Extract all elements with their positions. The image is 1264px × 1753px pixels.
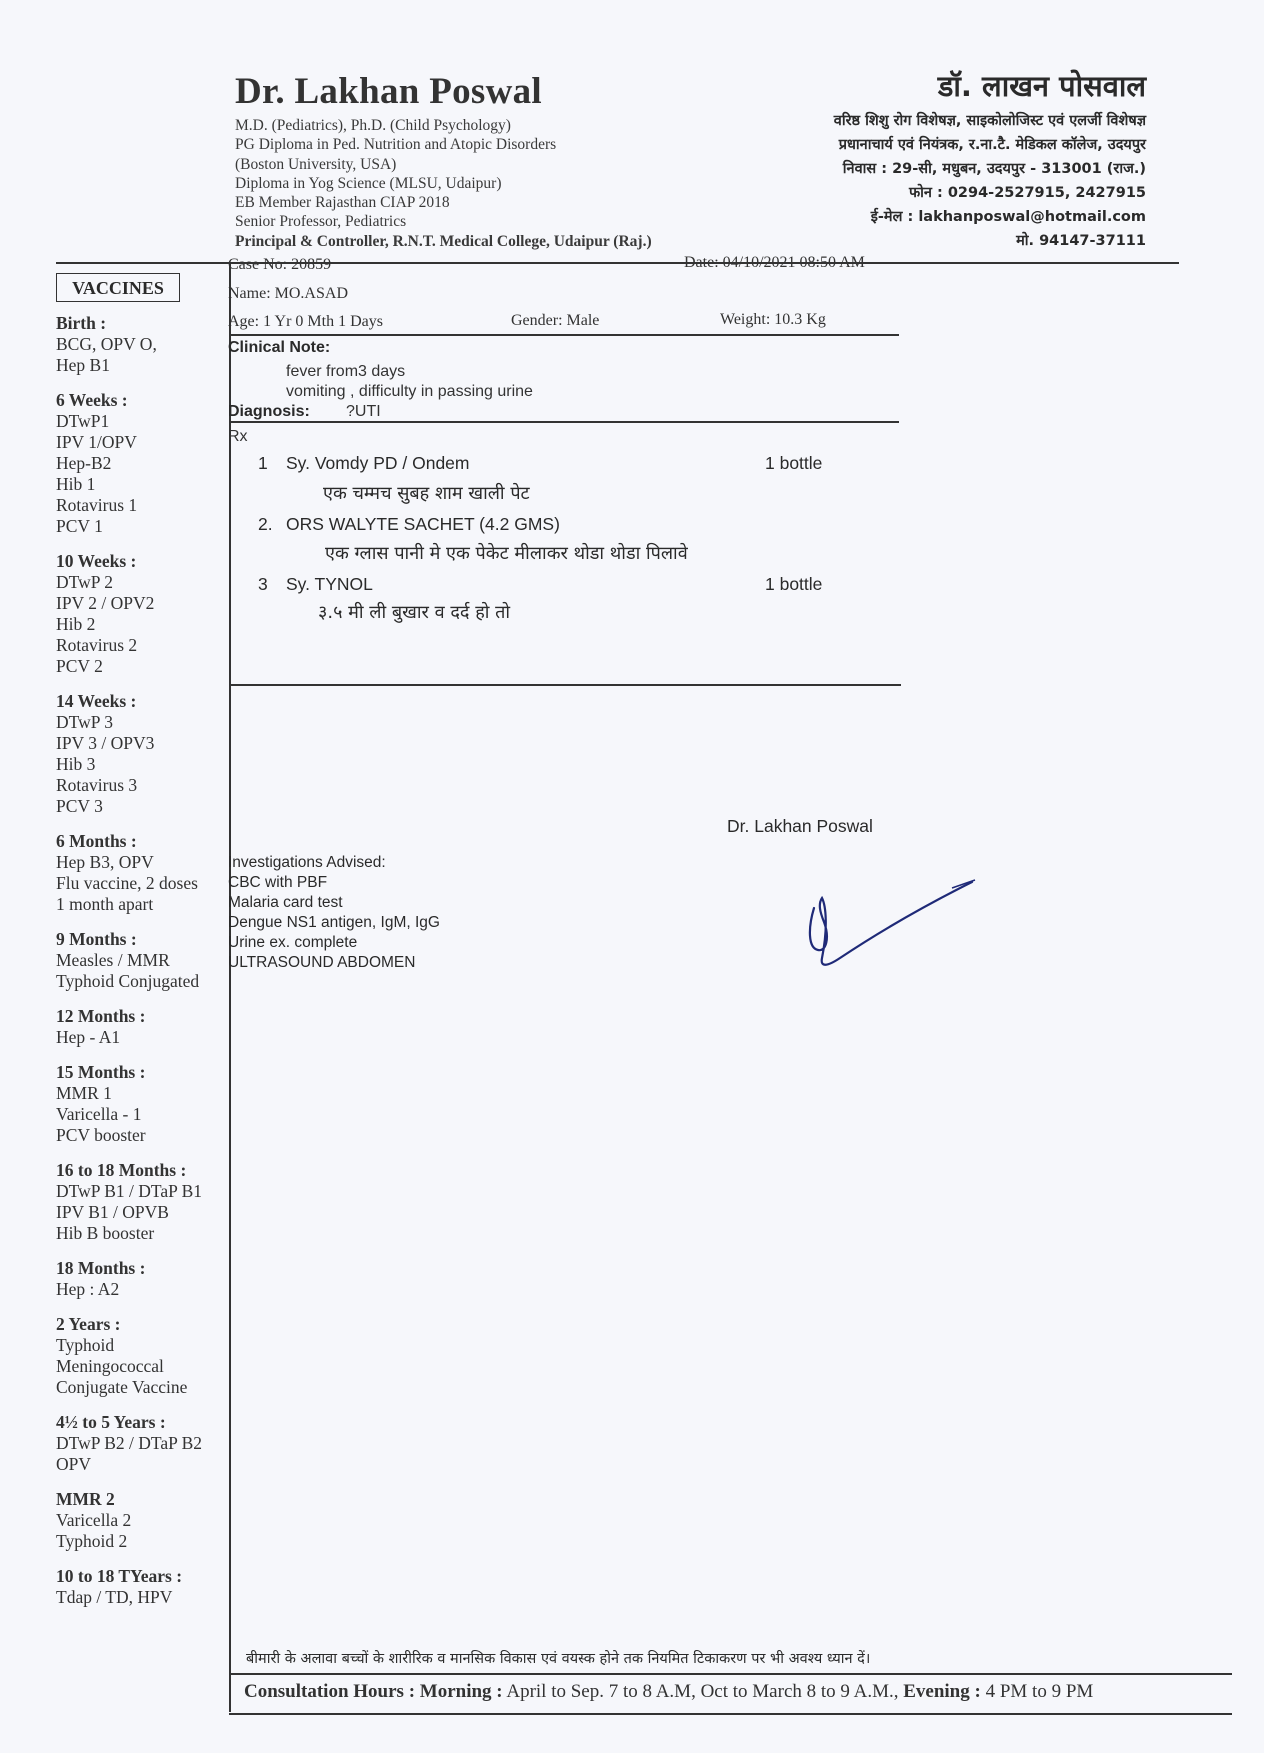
clinical-note-line: vomiting , difficulty in passing urine (286, 383, 533, 400)
clinical-note-label: Clinical Note: (228, 339, 331, 356)
qualification-line: Senior Professor, Pediatrics (235, 213, 407, 231)
rx-item-qty: 1 bottle (765, 453, 823, 473)
vaccine-item: DTwP 2 (56, 572, 113, 592)
vaccine-item: Meningococcal (56, 1356, 164, 1376)
vaccine-group-title: Birth : (56, 313, 107, 333)
vaccine-item: Hep B3, OPV (56, 852, 154, 872)
footer-note: बीमारी के अलावा बच्चों के शारीरिक व मानसिक विकास एवं वयस्क होने तक नियमित टिकाकरण पर भी अवश्य ध्यान दें। (246, 1651, 871, 1667)
vaccine-group-title: 10 Weeks : (56, 551, 137, 571)
vaccine-group (56, 929, 232, 992)
vaccine-item: Varicella 2 (56, 1510, 132, 1530)
vaccine-group (56, 390, 232, 537)
rx-item-instruction: ३.५ मी ली बुखार व दर्द हो तो (318, 602, 511, 623)
vaccine-item: IPV B1 / OPVB (56, 1202, 169, 1222)
doctor-name: Dr. Lakhan Poswal (235, 71, 543, 112)
rx-item-qty: 1 bottle (765, 574, 823, 594)
vaccine-item: Rotavirus 2 (56, 635, 138, 655)
vaccine-item: Hib 1 (56, 474, 96, 494)
footer-divider-bottom (229, 1713, 1232, 1715)
hindi-line: प्रधानाचार्य एवं नियंत्रक, र.ना.टै. मेडिकल कॉलेज, उदयपुर (838, 137, 1146, 153)
qualification-line: M.D. (Pediatrics), Ph.D. (Child Psychology) (235, 117, 511, 134)
investigation-item: Dengue NS1 antigen, IgM, IgG (228, 914, 440, 931)
rx-divider (229, 684, 901, 686)
rx-item-name: Sy. Vomdy PD / Ondem (286, 453, 470, 473)
vaccine-item: OPV (56, 1454, 92, 1474)
diagnosis-divider (229, 421, 899, 423)
diagnosis-label: Diagnosis: (228, 403, 310, 420)
signature-name: Dr. Lakhan Poswal (727, 816, 873, 836)
patient-age: Age: 1 Yr 0 Mth 1 Days (228, 313, 383, 330)
clinical-note-line: fever from3 days (286, 363, 406, 380)
consultation-hours (244, 1681, 1093, 1703)
hindi-line: ई-मेल : lakhanposwal@hotmail.com (870, 209, 1146, 225)
vaccine-group-title: 12 Months : (56, 1006, 146, 1026)
case-number: Case No: 20859 (228, 256, 332, 273)
evening-label: Evening : (903, 1681, 981, 1702)
visit-date: Date: 04/10/2021 08:50 AM (684, 254, 865, 271)
vaccine-item: Hib 2 (56, 614, 96, 634)
vaccine-group (56, 1160, 232, 1244)
vaccine-item: BCG, OPV O, (56, 334, 157, 354)
vaccine-group-title: 10 to 18 TYears : (56, 1566, 183, 1586)
vaccine-group (56, 691, 232, 817)
vaccine-group (56, 1006, 232, 1048)
vaccine-item: DTwP B2 / DTaP B2 (56, 1433, 202, 1453)
vaccine-group (56, 313, 232, 376)
vaccine-item: Typhoid Conjugated (56, 971, 200, 991)
rx-item-number: 2. (258, 514, 273, 534)
vaccine-item: DTwP B1 / DTaP B1 (56, 1181, 202, 1201)
hours-label: Consultation Hours : (244, 1681, 416, 1702)
vaccine-item: MMR 1 (56, 1083, 112, 1103)
rx-item-instruction: एक चम्मच सुबह शाम खाली पेट (323, 483, 530, 504)
vaccine-item: Hib 3 (56, 754, 96, 774)
vaccine-item: Rotavirus 1 (56, 495, 138, 515)
qualifications (235, 116, 652, 251)
header-divider (56, 262, 1179, 264)
vaccine-item: 1 month apart (56, 894, 154, 914)
vaccine-item: Typhoid (56, 1335, 115, 1355)
patient-gender: Gender: Male (511, 312, 600, 329)
rx-item-number: 1 (258, 453, 268, 473)
vaccine-item: PCV 3 (56, 796, 103, 816)
vaccine-group-title: 15 Months : (56, 1062, 146, 1082)
vaccine-group-title: 4½ to 5 Years : (56, 1412, 166, 1432)
vaccine-group-title: 14 Weeks : (56, 691, 137, 711)
hindi-header (834, 66, 1146, 253)
vaccine-group (56, 1258, 232, 1300)
vaccine-item: Hep - A1 (56, 1027, 121, 1047)
vaccine-group-title: 16 to 18 Months : (56, 1160, 187, 1180)
investigation-item: Malaria card test (228, 894, 343, 911)
vaccine-group (56, 1314, 232, 1398)
vaccine-group-title: 9 Months : (56, 929, 137, 949)
vaccine-group (56, 551, 232, 677)
rx-item-name: ORS WALYTE SACHET (4.2 GMS) (286, 514, 560, 534)
vaccine-item: Hep B1 (56, 355, 110, 375)
hindi-line: वरिष्ठ शिशु रोग विशेषज्ञ, साइकोलोजिस्ट एवं एलर्जी विशेषज्ञ (833, 113, 1146, 129)
vaccine-group-title: 2 Years : (56, 1314, 121, 1334)
vaccine-item: PCV 2 (56, 656, 103, 676)
investigations (228, 853, 440, 973)
hindi-doctor-name: डॉ. लाखन पोसवाल (937, 69, 1146, 103)
vaccine-group (56, 1489, 232, 1552)
rx-item-instruction: एक ग्लास पानी मे एक पेकेट मीलाकर थोडा थोडा पिलावे (325, 543, 688, 564)
vaccine-group (56, 1062, 232, 1146)
vaccine-schedule (56, 313, 232, 1622)
vaccine-item: DTwP 3 (56, 712, 113, 732)
vaccine-group (56, 1412, 232, 1475)
morning-hours: April to Sep. 7 to 8 A.M, Oct to March 8 to 9 A.M., (506, 1681, 899, 1702)
vaccine-group-title: 6 Months : (56, 831, 137, 851)
rx-label: Rx (228, 428, 248, 445)
investigations-label: Investigations Advised: (228, 854, 386, 871)
diagnosis-value: ?UTI (346, 403, 381, 420)
qualification-line: PG Diploma in Ped. Nutrition and Atopic Disorders (235, 136, 557, 154)
hindi-line: मो. 94147-37111 (1016, 233, 1146, 249)
vaccine-group (56, 831, 232, 915)
vaccine-item: PCV booster (56, 1125, 146, 1145)
vaccine-item: Typhoid 2 (56, 1531, 128, 1551)
vaccine-item: Hep-B2 (56, 453, 112, 473)
qualification-line: EB Member Rajasthan CIAP 2018 (235, 194, 450, 212)
investigation-item: ULTRASOUND ABDOMEN (228, 954, 416, 971)
vaccine-item: Rotavirus 3 (56, 775, 138, 795)
footer-divider-top (229, 1673, 1232, 1675)
vaccine-item: IPV 2 / OPV2 (56, 593, 155, 613)
qualification-line: (Boston University, USA) (235, 155, 397, 173)
vaccine-item: PCV 1 (56, 516, 103, 536)
vaccine-item: IPV 3 / OPV3 (56, 733, 155, 753)
signature-mark (800, 868, 980, 978)
principal-line: Principal & Controller, R.N.T. Medical College, Udaipur (Raj.) (235, 232, 652, 250)
morning-label: Morning : (419, 1681, 503, 1702)
vaccine-item: Conjugate Vaccine (56, 1377, 188, 1397)
hindi-line: निवास : 29-सी, मधुबन, उदयपुर - 313001 (राज.) (842, 161, 1146, 177)
vaccine-item: Measles / MMR (56, 950, 170, 970)
qualification-line: Diploma in Yog Science (MLSU, Udaipur) (235, 174, 502, 192)
vaccine-item: IPV 1/OPV (56, 432, 137, 452)
patient-divider (229, 334, 899, 336)
vaccine-group (56, 1566, 232, 1608)
vaccine-item: DTwP1 (56, 411, 110, 431)
patient-weight: Weight: 10.3 Kg (720, 311, 826, 328)
vaccine-item: Tdap / TD, HPV (56, 1587, 173, 1607)
investigation-item: CBC with PBF (228, 874, 328, 891)
vaccine-item: Hep : A2 (56, 1279, 120, 1299)
vaccine-group-title: 6 Weeks : (56, 390, 128, 410)
rx-item-number: 3 (258, 574, 268, 594)
rx-item-name: Sy. TYNOL (286, 574, 373, 594)
vaccine-item: Hib B booster (56, 1223, 155, 1243)
vaccine-item: Flu vaccine, 2 doses (56, 873, 198, 893)
vaccine-group-title: 18 Months : (56, 1258, 146, 1278)
evening-hours: 4 PM to 9 PM (985, 1681, 1094, 1702)
investigation-item: Urine ex. complete (228, 934, 358, 951)
vaccines-heading: VACCINES (56, 273, 180, 302)
patient-name: Name: MO.ASAD (228, 285, 348, 302)
vaccine-item: Varicella - 1 (56, 1104, 142, 1124)
vaccine-group-title: MMR 2 (56, 1489, 115, 1509)
hindi-line: फोन : 0294-2527915, 2427915 (908, 185, 1146, 201)
